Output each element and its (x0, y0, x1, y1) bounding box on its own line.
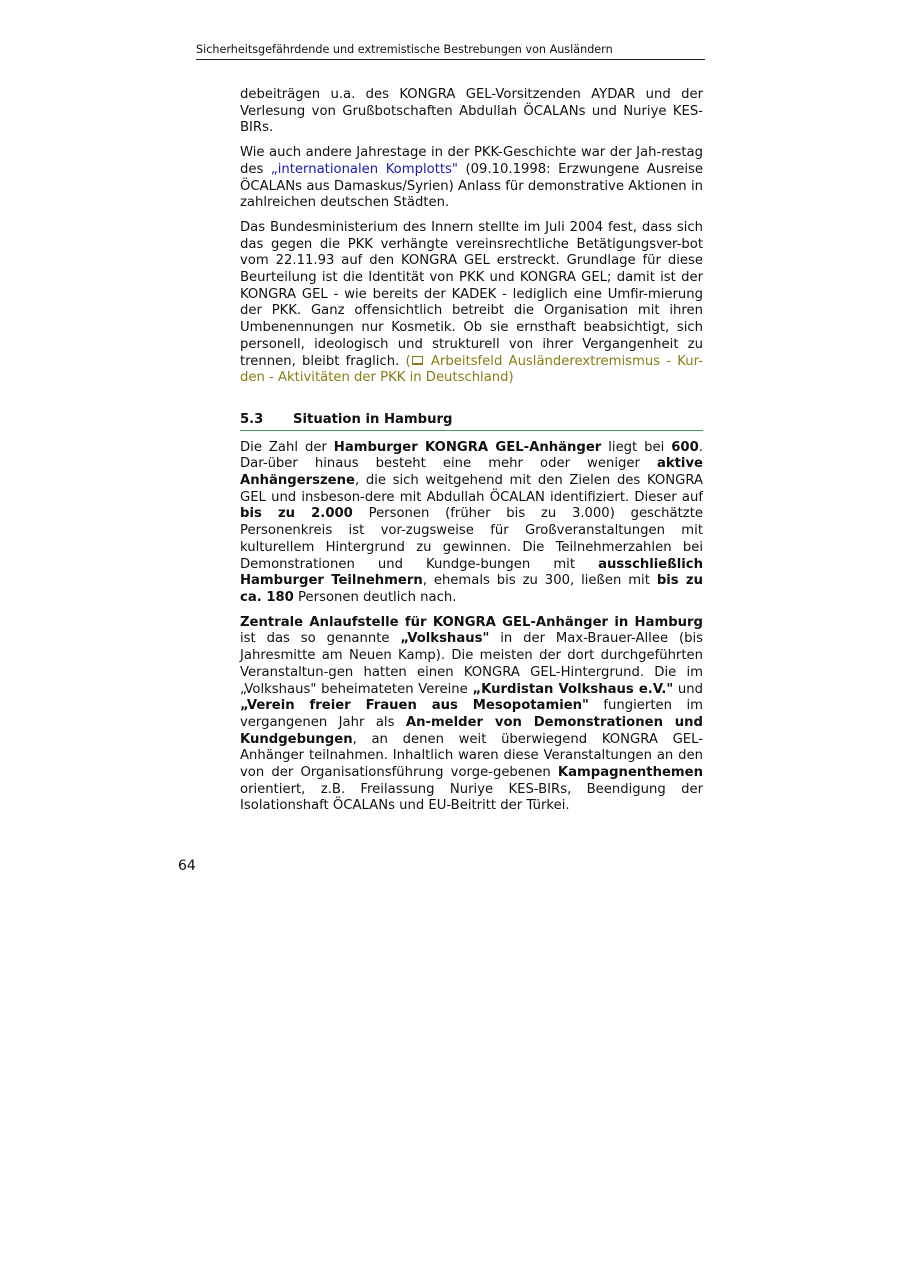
emphasis-text: „Kurdistan Volkshaus e.V." (472, 681, 674, 697)
paragraph-text: Die Zahl der (240, 439, 334, 455)
emphasis-text: bis zu ca. 180 (240, 573, 703, 605)
book-icon (412, 356, 423, 365)
paragraph-anniversary (240, 145, 703, 212)
paragraph-text: Personen deutlich nach. (293, 589, 457, 605)
paragraph-volkshaus (240, 615, 703, 815)
paragraph-text: fungierten im vergangenen Jahr als (240, 698, 703, 730)
reference-open-paren: ( (405, 353, 411, 369)
emphasis-text: „Volkshaus" (400, 631, 490, 647)
paragraph-text: und (673, 681, 704, 697)
paragraph-text: , die sich weitgehend mit den Zielen des KONGRA GEL und insbeson-dere mit Abdullah ÖCALAN identifiziert. Dieser auf (240, 473, 703, 505)
glossary-link-komplott[interactable]: „internationalen Komplotts" (270, 161, 458, 177)
emphasis-text: Hamburger KONGRA GEL-Anhänger (333, 439, 602, 455)
emphasis-text: bis zu 2.000 (240, 506, 353, 522)
reference-text: Arbeitsfeld Ausländerextremismus - Kur-den - Aktivitäten der PKK in Deutschland) (240, 353, 703, 386)
paragraph-text: Wie auch andere Jahrestage in der PKK-Geschichte war der Jah-restag des (240, 145, 703, 177)
paragraph-text: Personen (früher bis zu 3.000) geschätzte Personenkreis ist vor-zugsweise für Großveranstaltungen mit kulturellem Hintergrund zu gewinnen. Die Teilnehmerzahlen bei Demonstrationen und Kundge-bungen mit (240, 506, 703, 572)
emphasis-text: 600 (671, 439, 699, 455)
paragraph-text: in der Max-Brauer-Allee (bis Jahresmitte am Neuen Kamp). Die meisten der dort durchgeführten Veranstaltun-gen hatten einen KONGRA GEL-Hintergrund. Die im „Volkshaus" beheimateten Vereine (240, 631, 703, 697)
paragraph-text: ist das so genannte (240, 631, 401, 647)
emphasis-text: Kampagnenthemen (557, 765, 703, 781)
paragraph-text: , ehemals bis zu 300, ließen mit (422, 573, 657, 589)
emphasis-text: ausschließlich Hamburger Teilnehmern (240, 556, 703, 589)
emphasis-text: „Verein freier Frauen aus Mesopotamien" (240, 698, 589, 714)
paragraph-text: , an denen weit überwiegend KONGRA GEL-Anhänger teilnahmen. Inhaltlich waren diese Veranstaltungen an den von der Organisationsführung vorge-gebenen (240, 731, 703, 781)
paragraph-text: liegt bei (601, 439, 672, 455)
section-number: 5.3 (240, 411, 264, 427)
paragraph-ban (240, 220, 703, 387)
emphasis-text: aktive Anhängerszene (240, 456, 703, 489)
emphasis-text: Zentrale Anlaufstelle für KONGRA GEL-Anhänger in Hamburg (240, 614, 703, 630)
paragraph-text: . Dar-über hinaus besteht eine mehr oder weniger (240, 439, 703, 472)
paragraph-hamburg-numbers (240, 440, 703, 607)
page-number: 64 (178, 858, 196, 874)
paragraph-text: (09.10.1998: Erzwungene Ausreise ÖCALANs aus Damaskus/Syrien) Anlass für demonstrative Aktionen in zahlreichen deutschen Städten. (240, 161, 703, 211)
page-content (240, 87, 703, 823)
section-title: Situation in Hamburg (293, 411, 453, 427)
emphasis-text: An-melder von Demonstrationen und Kundgebungen (240, 714, 703, 747)
section-heading (240, 412, 703, 431)
running-header: Sicherheitsgefährdende und extremistische Bestrebungen von Ausländern (196, 42, 705, 60)
paragraph-text: orientiert, z.B. Freilassung Nuriye KES-BIRs, Beendigung der Isolationshaft ÖCALANs und EU-Beitritt der Türkei. (240, 781, 703, 814)
paragraph-text: Das Bundesministerium des Innern stellte im Juli 2004 fest, dass sich das gegen die PKK verhängte vereinsrechtliche Betätigungsver-bot vom 22.11.93 auf den KONGRA GEL erstreckt. Grundlage für diese Beurteilung ist die Identität von PKK und KONGRA GEL; damit ist der KONGRA GEL - wie bereits der KADEK - lediglich eine Umfir-mierung der PKK. Ganz offensichtlich betreibt die Organisation mit ihren Umbenennungen nur Kosmetik. Ob sie ernsthaft beabsichtigt, sich personell, ideologisch und strukturell von ihrer Vergangenheit zu trennen, bleibt fraglich. (240, 219, 703, 369)
paragraph-continuation: debeiträgen u.a. des KONGRA GEL-Vorsitzenden AYDAR und der Verlesung von Grußbotschaften Abdullah ÖCALANs und Nuriye KES-BIRs. (240, 87, 703, 136)
